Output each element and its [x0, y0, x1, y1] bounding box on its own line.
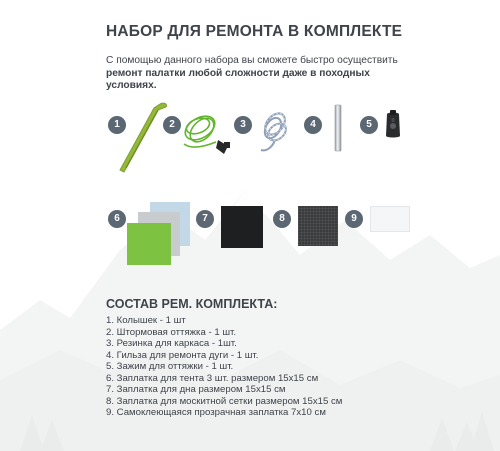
transparent-patch-image: [370, 206, 410, 232]
badge-4: 4: [304, 116, 322, 134]
badge-1: 1: [108, 116, 126, 134]
guy-line-image: [178, 104, 238, 156]
badge-2: 2: [163, 116, 181, 134]
badge-5: 5: [360, 116, 378, 134]
intro-text: [106, 55, 406, 93]
contents-list: [106, 315, 342, 419]
list-item: 7. Заплатка для дна размером 15х15 см: [106, 384, 286, 396]
cord-lock-image: [382, 110, 404, 140]
badge-7: 7: [196, 210, 214, 228]
page-title: НАБОР ДЛЯ РЕМОНТА В КОМПЛЕКТЕ: [106, 23, 403, 40]
repair-sleeve-image: [333, 104, 343, 152]
intro-text-bold: ремонт палатки любой сложности даже в походных условиях.: [106, 67, 370, 91]
badge-6: 6: [108, 210, 126, 228]
elastic-cord-image: [257, 106, 293, 156]
badge-8: 8: [273, 210, 291, 228]
list-item: 6. Заплатка для тента 3 шт. размером 15х15 см: [106, 372, 319, 384]
tent-patch-green-image: [127, 223, 171, 265]
list-item: 3. Резинка для каркаса - 1шт.: [106, 338, 237, 350]
badge-9: 9: [345, 210, 363, 228]
badge-3: 3: [234, 116, 252, 134]
list-item: 1. Колышек - 1 шт: [106, 315, 186, 326]
list-item: 8. Заплатка для москитной сетки размером 15х15 см: [106, 395, 343, 407]
list-item: 2. Штормовая оттяжка - 1 шт.: [106, 326, 237, 338]
floor-patch-image: [221, 206, 263, 248]
list-item: 5. Зажим для оттяжки - 1 шт.: [106, 361, 234, 373]
list-item: 9. Самоклеющаяся прозрачная заплатка 7х10 см: [106, 407, 326, 419]
tent-peg-image: [112, 98, 172, 178]
intro-text-regular: С помощью данного набора вы сможете быстро осуществить: [106, 55, 398, 66]
list-item: 4. Гильза для ремонта дуги - 1 шт.: [106, 349, 259, 361]
mesh-patch-image: [298, 206, 338, 246]
contents-title: СОСТАВ РЕМ. КОМПЛЕКТА:: [106, 297, 278, 311]
